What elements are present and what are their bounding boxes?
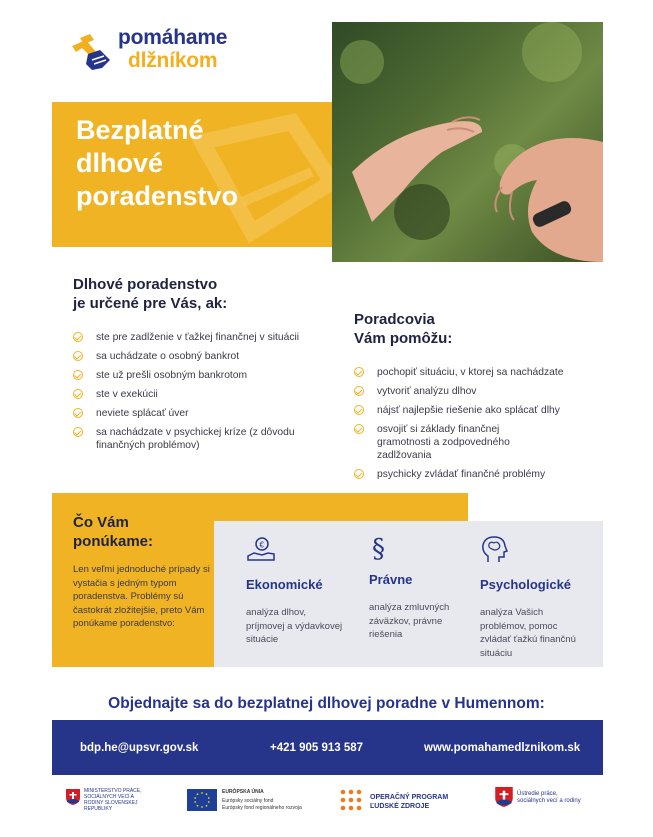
eu-text-line1: EURÓPSKA ÚNIA — [222, 789, 264, 795]
eu-text-line2: Európsky sociálny fond — [222, 798, 274, 804]
list-item: vytvoriť analýzu dlhov — [354, 385, 579, 398]
head-brain-icon — [480, 534, 510, 564]
who-title — [73, 275, 227, 313]
paragraph-icon: § — [372, 534, 385, 564]
ministry-logo — [66, 785, 166, 821]
advisors-title-line1: Poradcovia — [354, 311, 435, 328]
service-legal-desc: analýza zmluvných záväzkov, právne riešenia — [369, 602, 450, 640]
hero-title — [76, 114, 238, 213]
helping-hands-icon — [70, 30, 114, 74]
hero-title-line3: poradenstvo — [76, 181, 239, 211]
logo-text-line1: pomáhame — [118, 26, 228, 49]
service-economic-name: Ekonomické — [246, 577, 323, 592]
money-hand-icon — [246, 534, 276, 564]
svg-text:€: € — [259, 540, 264, 550]
hero-banner — [52, 102, 332, 247]
slovak-emblem-icon — [66, 789, 80, 805]
office-text-line1: Ústredie práce, — [517, 791, 558, 797]
cta-heading: Objednajte sa do bezplatnej dlhovej poradne v Humennom: — [108, 695, 545, 712]
offer-title-line1: Čo Vám — [73, 514, 129, 531]
check-icon — [354, 424, 364, 434]
list-item: neviete splácať úver — [73, 407, 333, 420]
check-icon — [73, 408, 83, 418]
eu-flag-icon — [187, 789, 217, 811]
list-item: psychicky zvládať finančné problémy — [354, 468, 579, 481]
check-icon — [354, 405, 364, 415]
contact-web-link[interactable]: www.pomahamedlznikom.sk — [424, 742, 581, 754]
service-legal — [369, 534, 489, 642]
op-text-line1: OPERAČNÝ PROGRAM — [370, 794, 449, 801]
service-economic-desc: analýza dlhov, príjmovej a výdavkovej situácie — [246, 607, 343, 645]
check-icon — [73, 389, 83, 399]
hands-illustration — [332, 22, 603, 262]
check-icon — [354, 386, 364, 396]
check-icon — [354, 469, 364, 479]
check-icon — [73, 351, 83, 361]
check-icon — [354, 367, 364, 377]
hero-title-line2: dlhové — [76, 148, 164, 178]
office-logo — [495, 785, 603, 821]
office-text-line2: sociálnych vecí a rodiny — [517, 798, 581, 804]
eu-logo — [187, 785, 307, 821]
advisors-title-line2: Vám pomôžu: — [354, 330, 453, 347]
service-psychological-name: Psychologické — [480, 577, 572, 592]
check-icon — [73, 427, 83, 437]
advisors-list — [354, 366, 579, 481]
who-title-line2: je určené pre Vás, ak: — [73, 295, 228, 312]
offer-text: Len veľmi jednoduché prípady si vystačia s jedným typom poradenstva. Problémy sú častokrát zložitejšie, preto Vám ponúkame poradenstvo: — [73, 564, 210, 629]
list-item: sa nachádzate v psychickej kríze (z dôvodu finančných problémov) — [73, 426, 318, 452]
check-icon — [73, 370, 83, 380]
list-item: ste v exekúcii — [73, 388, 333, 401]
op-logo — [340, 785, 450, 821]
contact-bar — [52, 720, 603, 775]
contact-phone-link[interactable]: +421 905 913 587 — [270, 742, 364, 754]
list-item: pochopiť situáciu, v ktorej sa nachádzate — [354, 366, 579, 379]
eu-text-line3: Európsky fond regionálneho rozvoja — [222, 805, 302, 811]
footer-logos — [52, 785, 603, 825]
list-item: nájsť najlepšie riešenie ako splácať dlhy — [354, 404, 579, 417]
offer-title-line2: ponúkame: — [73, 533, 154, 550]
list-item: ste pre zadlženie v ťažkej finančnej v situácii — [73, 331, 333, 344]
service-economic — [246, 534, 366, 647]
hands-photo — [332, 22, 603, 262]
who-list — [73, 331, 333, 452]
op-dots-icon — [340, 789, 362, 811]
list-item: sa uchádzate o osobný bankrot — [73, 350, 333, 363]
logo — [70, 22, 270, 82]
office-emblem-icon — [495, 787, 513, 807]
check-icon — [73, 332, 83, 342]
service-psychological — [480, 534, 600, 660]
logo-text-line2: dlžníkom — [128, 49, 218, 72]
service-legal-name: Právne — [369, 572, 413, 587]
list-item: osvojiť si základy finančnej gramotnosti a zodpovedného zadlžovania — [354, 423, 554, 462]
service-psychological-desc: analýza Vašich problémov, pomoc zvládať ťažkú finančnú situáciu — [480, 607, 576, 659]
advisors-title — [354, 310, 452, 348]
offer-title — [73, 513, 153, 551]
who-title-line1: Dlhové poradenstvo — [73, 276, 218, 293]
list-item: ste už prešli osobným bankrotom — [73, 369, 333, 382]
hero-title-line1: Bezplatné — [76, 115, 204, 145]
contact-email-link[interactable]: bdp.he@upsvr.gov.sk — [80, 742, 199, 754]
ministry-text: MINISTERSTVO PRÁCE, SOCIÁLNYCH VECÍ A RODINY SLOVENSKEJ REPUBLIKY — [84, 788, 142, 812]
op-text-line2: ĽUDSKÉ ZDROJE — [370, 803, 430, 810]
